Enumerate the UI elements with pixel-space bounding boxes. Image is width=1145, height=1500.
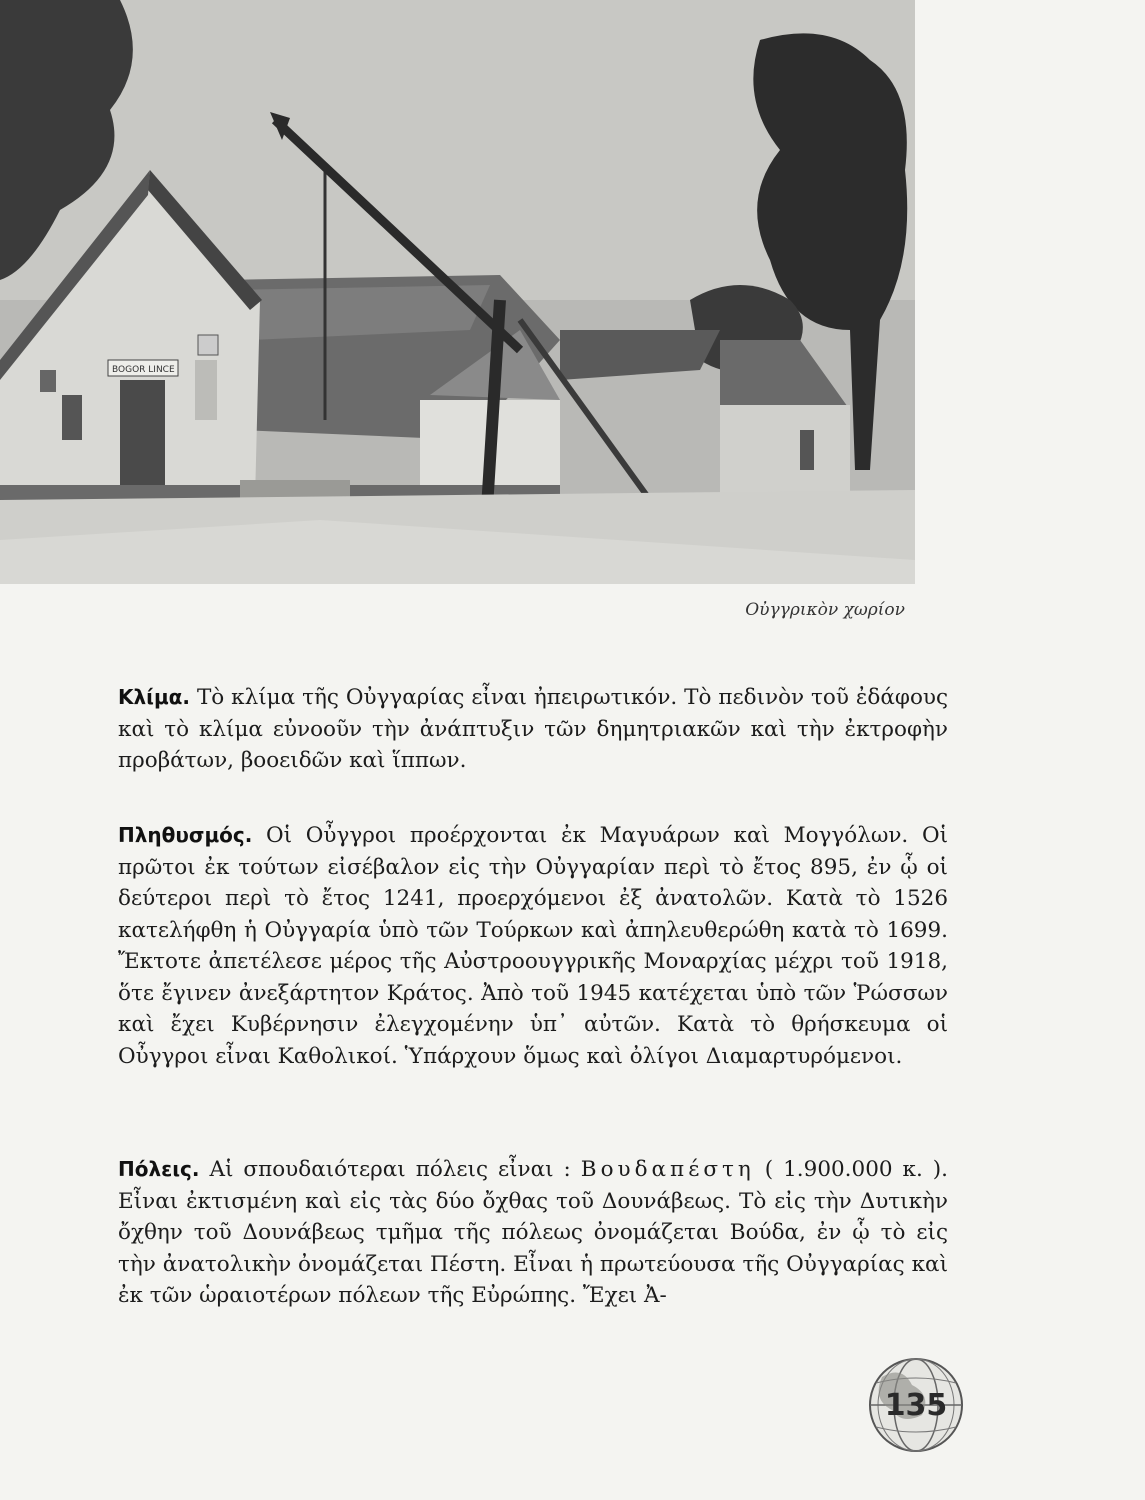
globe-icon (862, 1355, 970, 1455)
city-name: Βουδαπέστη (580, 1157, 755, 1182)
section-climate (118, 682, 948, 777)
village-photo-drawing (0, 0, 915, 584)
section-body: Οἱ Οὖγγροι προέρχονται ἐκ Μαγυάρων καὶ Μογγόλων. Οἱ πρῶτοι ἐκ τούτων εἰσέβαλον εἰς τὴν Οὐγγαρίαν περὶ τὸ ἔτος 895, ἐν ᾧ οἱ δεύτεροι περὶ τὸ ἔτος 1241, προερχόμενοι ἐξ ἀνατολῶν. Κατὰ τὸ 1526 κατελήφθη ἡ Οὐγγαρία ὑπὸ τῶν Τούρκων καὶ ἀπηλευθερώθη κατὰ τὸ 1699. Ἔκτοτε ἀπετέλεσε μέρος τῆς Αὐστροουγγρικῆς Μοναρχίας μέχρι τοῦ 1918, ὅτε ἔγινεν ἀνεξάρτητον Κράτος. Ἀπὸ τοῦ 1945 κατέχεται ὑπὸ τῶν Ῥώσσων καὶ ἔχει Κυβέρνησιν ἐλεγχομένην ὑπ᾽ αὐτῶν. Κατὰ τὸ θρήσκευμα οἱ Οὖγγροι εἶναι Καθολικοί. Ὑπάρχουν ὅμως καὶ ὀλίγοι Διαμαρτυρόμενοι. (118, 823, 948, 1069)
section-paragraph (118, 682, 948, 777)
page-number-badge (862, 1355, 970, 1455)
section-paragraph (118, 1154, 948, 1312)
shop-sign: BOGOR LINCE (112, 365, 175, 375)
photo-caption: Οὐγγρικὸν χωρίον (745, 600, 905, 620)
section-cities (118, 1154, 948, 1312)
page-number: 135 (884, 1388, 948, 1423)
section-body: Τὸ κλίμα τῆς Οὐγγαρίας εἶναι ἠπειρωτικόν. Τὸ πεδινὸν τοῦ ἐδάφους καὶ τὸ κλίμα εὐνοοῦν τὴν ἀνάπτυξιν τῶν δημητριακῶν καὶ τὴν ἐκτροφὴν προβάτων, βοοειδῶν καὶ ἵππων. (118, 685, 948, 773)
section-heading: Κλίμα. (118, 685, 191, 709)
section-heading: Πόλεις. (118, 1157, 200, 1181)
section-paragraph (118, 820, 948, 1072)
section-body: Αἱ σπουδαιότεραι πόλεις εἶναι : (199, 1157, 581, 1182)
section-body-continued: ( 1.900.000 κ. ). Εἶναι ἐκτισμένη καὶ εἰς τὰς δύο ὄχθας τοῦ Δουνάβεως. Τὸ εἰς τὴν Δυτικὴν ὄχθην τοῦ Δουνάβεως τμῆμα τῆς πόλεως ὀνομάζεται Βούδα, ἐν ᾧ τὸ εἰς τὴν ἀνατολικὴν ὀνομάζεται Πέστη. Εἶναι ἡ πρωτεύουσα τῆς Οὐγγαρίας καὶ ἐκ τῶν ὡραιοτέρων πόλεων τῆς Εὐρώπης. Ἔχει Ἀ- (118, 1157, 949, 1308)
section-population (118, 820, 948, 1072)
section-heading: Πληθυσμός. (118, 823, 253, 847)
village-photo (0, 0, 915, 584)
